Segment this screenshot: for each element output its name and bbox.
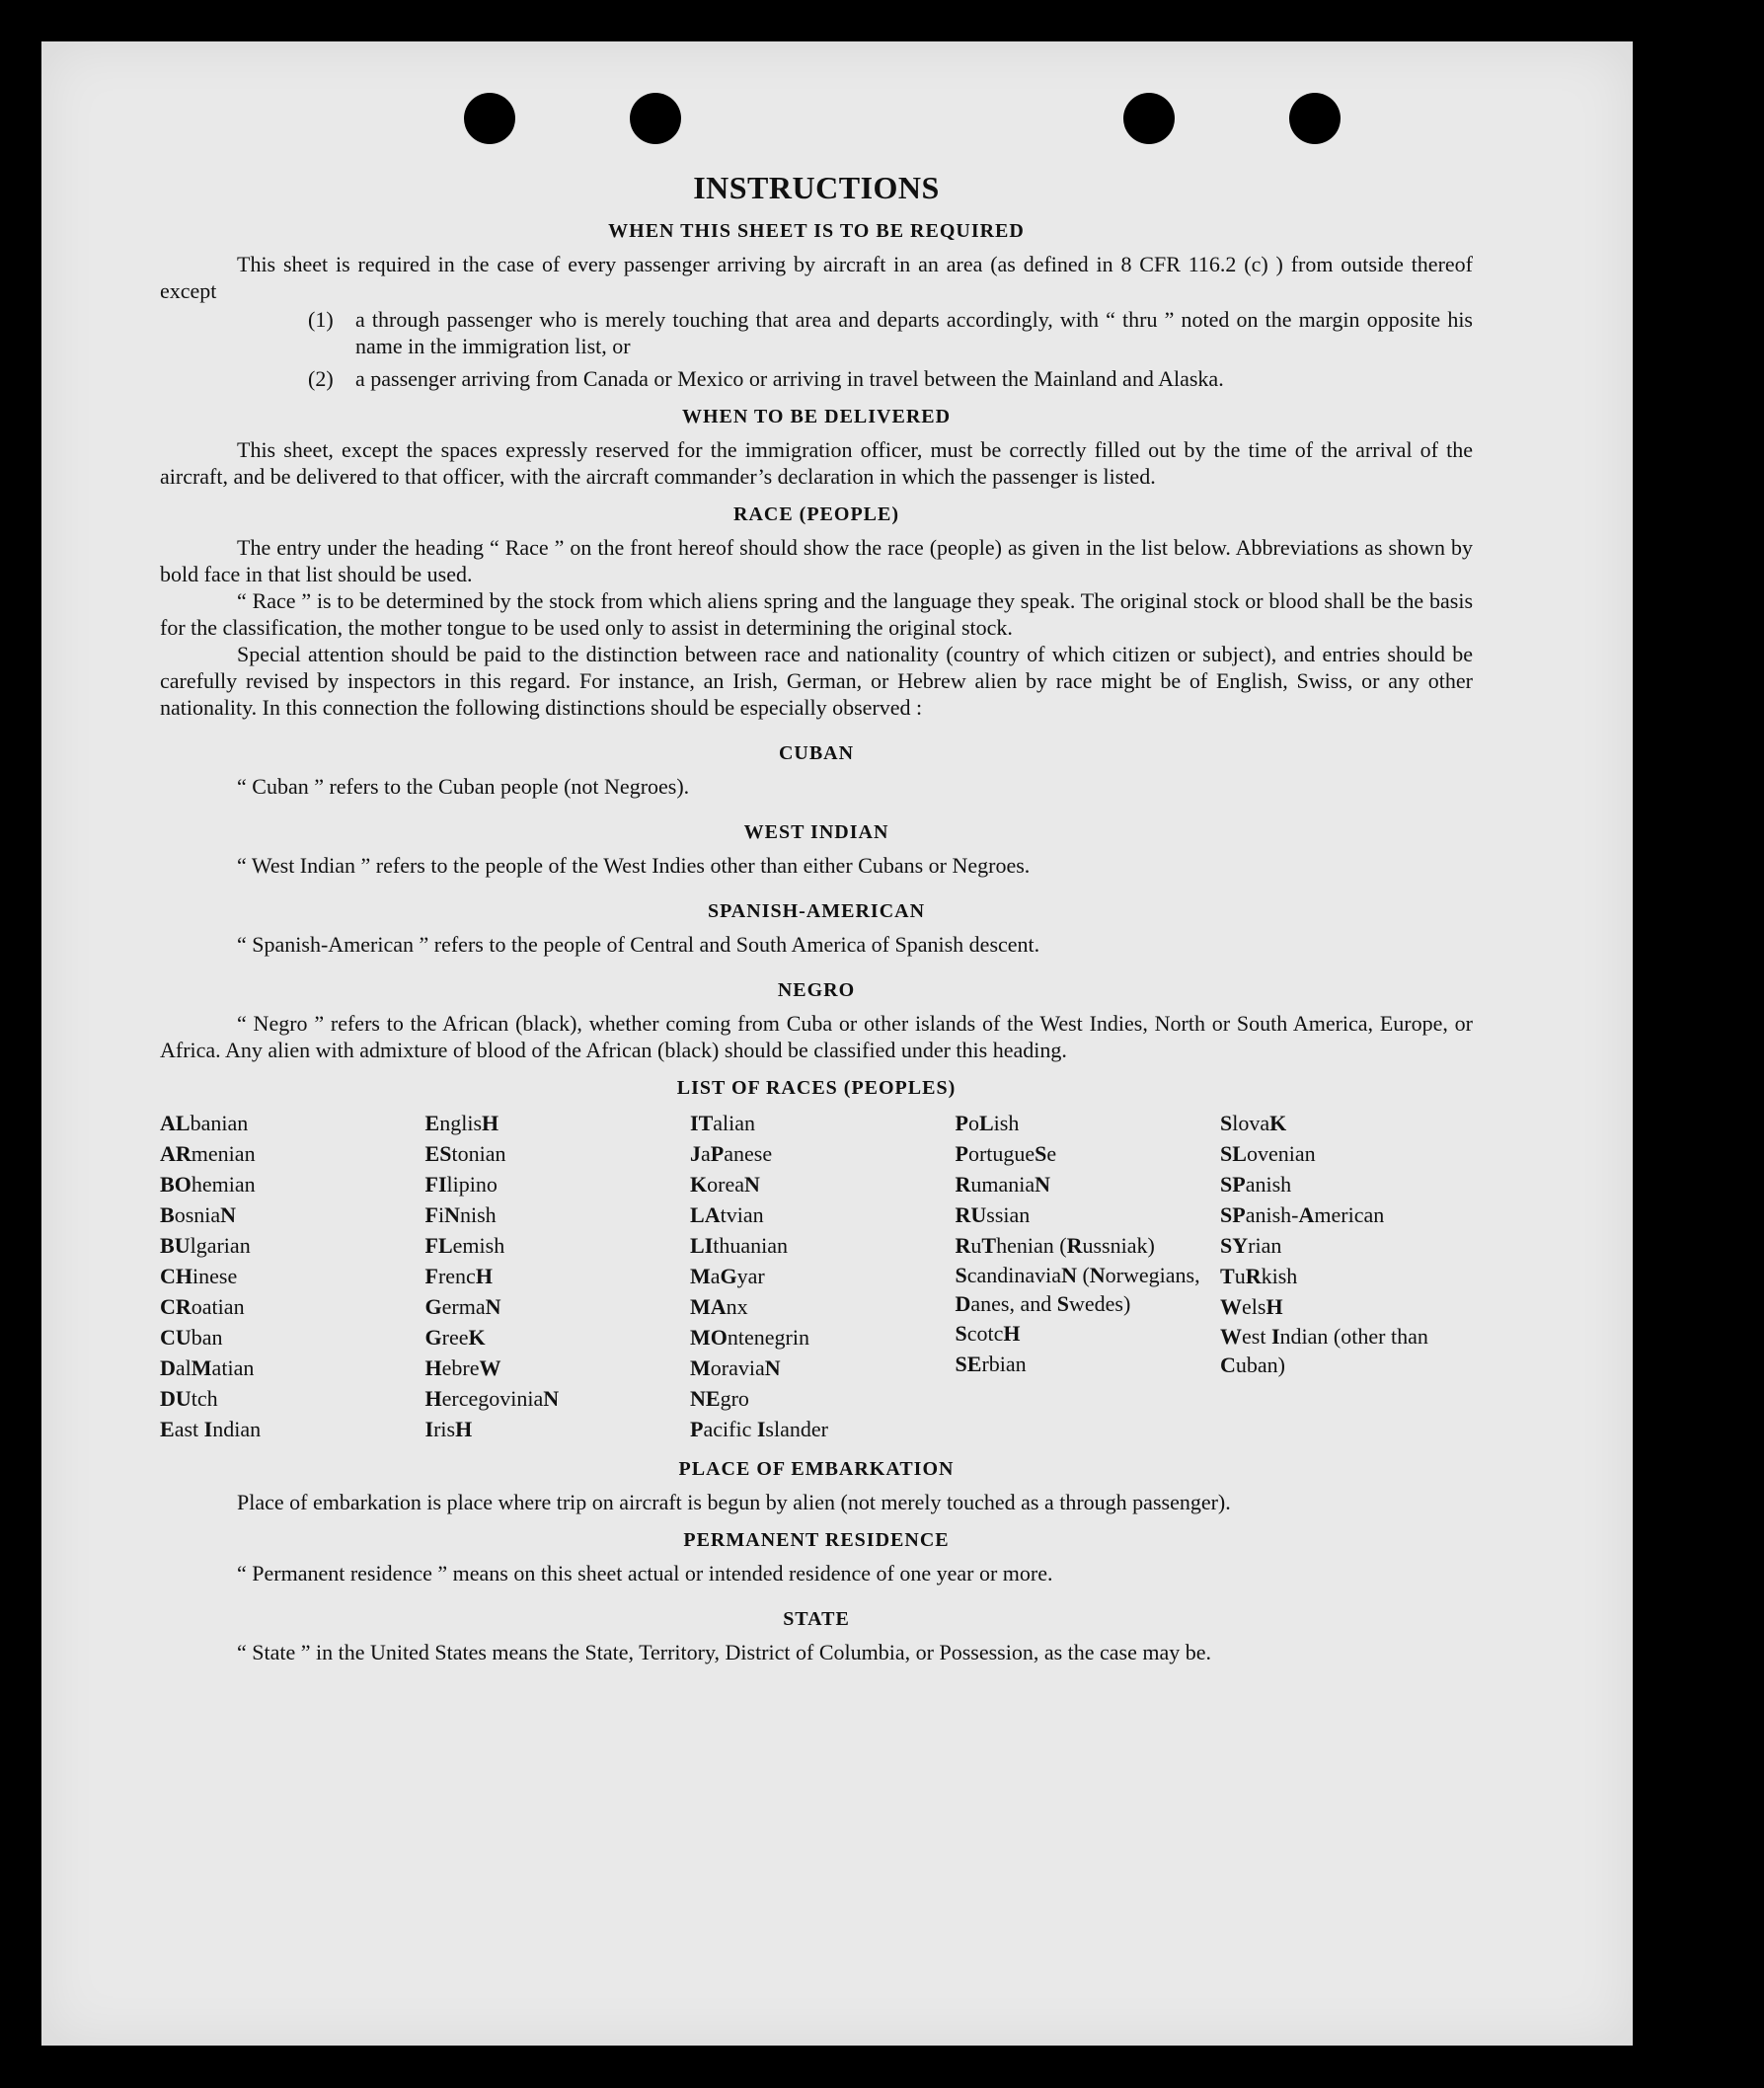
section-heading: WHEN TO BE DELIVERED [681,406,952,427]
paragraph: The entry under the heading “ Race ” on the front hereof should show the race (people) as given in the list below. Abbreviations as shown by bold face in that list should be used. [160,535,1473,586]
race-item: JaPanese [690,1141,773,1166]
instructions-content [160,170,1473,1665]
race-item: BUlgarian [160,1233,251,1258]
list-item: (1) a through passenger who is merely touching that area and departs accordingly, with “ thru ” noted on the margin opposite his name in the immigration list, or [308,307,1473,358]
punch-hole [630,93,681,144]
section-heading: WEST INDIAN [743,821,889,843]
race-item: FIlipino [424,1172,498,1197]
race-item: SPanish [1220,1172,1292,1197]
race-item: HercegoviniaN [424,1386,560,1411]
race-item: DUtch [160,1386,218,1411]
race-item: BOhemian [160,1172,256,1197]
race-item: Pacific Islander [690,1417,828,1441]
race-list [160,1108,1473,1444]
race-item: NEgro [690,1386,749,1411]
paragraph: Special attention should be paid to the distinction between race and nationality (country of which citizen or subject), and entries should be carefully revised by inspectors in this regard. For instance, an Irish, German, or Hebrew alien by race might be of English, Swiss, or any other nationality. In this connection the following distinctions should be especially observed : [160,642,1473,720]
race-item: LIthuanian [690,1233,789,1258]
race-item: EStonian [424,1141,506,1166]
race-item: MoraviaN [690,1355,781,1380]
paragraph: “ Race ” is to be determined by the stock from which aliens spring and the language they speak. The original stock or blood shall be the basis for the classification, the mother tongue to be used only to assist in determining the original stock. [160,588,1473,640]
race-item: LAtvian [690,1202,764,1227]
race-item: WelsH [1220,1294,1283,1319]
race-item: MAnx [690,1294,748,1319]
paragraph: “ Spanish-American ” refers to the people of Central and South America of Spanish descent. [237,932,1040,957]
race-item: CHinese [160,1264,238,1288]
section-heading: PERMANENT RESIDENCE [683,1529,950,1551]
race-item: EnglisH [424,1111,499,1135]
paragraph: “ Negro ” refers to the African (black), whether coming from Cuba or other islands of the West Indies, North or South America, Europe, or Africa. Any alien with admixture of blood of the African (black) should be classified under this heading. [160,1011,1473,1062]
paragraph: This sheet, except the spaces expressly reserved for the immigration officer, must be correctly filled out by the time of the arrival of the aircraft, and be delivered to that officer, with the aircraft commander’s declaration in which the passenger is listed. [160,437,1473,489]
section-heading: NEGRO [777,979,856,1001]
race-item: FiNnish [424,1202,497,1227]
paragraph: “ State ” in the United States means the State, Territory, District of Columbia, or Possession, as the case may be. [237,1640,1212,1664]
race-item: RuThenian (Russniak) [955,1233,1155,1258]
race-item: FrencH [424,1264,493,1288]
section-heading: RACE (PEOPLE) [733,503,899,525]
race-item: PoLish [955,1111,1020,1135]
race-item: SLovenian [1220,1141,1316,1166]
race-item: DalMatian [160,1355,255,1380]
race-item: East Indian [160,1417,262,1441]
race-item: MOntenegrin [690,1325,809,1350]
race-item: ScotcH [955,1321,1021,1346]
race-item: HebreW [424,1355,501,1380]
race-item: CRoatian [160,1294,245,1319]
section-heading: LIST OF RACES (PEOPLES) [676,1077,957,1099]
punch-hole [1289,93,1341,144]
punch-hole [1123,93,1175,144]
page-title: INSTRUCTIONS [693,170,940,205]
race-item: TuRkish [1220,1264,1298,1288]
race-item: ALbanian [160,1111,249,1135]
race-item: SlovaK [1220,1111,1287,1135]
race-item: RUssian [955,1202,1031,1227]
section-heading: SPANISH-AMERICAN [707,900,926,922]
race-column [956,1108,1208,1444]
paragraph: Place of embarkation is place where trip on aircraft is begun by alien (not merely touched as a through passenger). [237,1490,1231,1514]
race-column [160,1108,413,1444]
race-item: ScandinaviaN (Norwegians, Danes, and Swedes) [955,1263,1200,1316]
race-column [690,1108,943,1444]
race-item: IrisH [424,1417,473,1441]
race-item: GreeK [424,1325,486,1350]
list-item: (2) a passenger arriving from Canada or Mexico or arriving in travel between the Mainland and Alaska. [308,366,1224,391]
paragraph: This sheet is required in the case of every passenger arriving by aircraft in an area (as defined in 8 CFR 116.2 (c) ) from outside thereof except [160,252,1473,303]
section-heading: STATE [783,1608,850,1630]
race-item: MaGyar [690,1264,765,1288]
race-item: PortugueSe [955,1141,1057,1166]
race-item: RumaniaN [955,1172,1051,1197]
paragraph: “ West Indian ” refers to the people of the West Indies other than either Cubans or Negroes. [237,853,1031,878]
race-column [425,1108,678,1444]
section-heading: PLACE OF EMBARKATION [678,1458,955,1480]
race-item: SPanish-American [1220,1202,1385,1227]
punch-hole [464,93,515,144]
race-item: KoreaN [690,1172,760,1197]
race-item: BosniaN [160,1202,237,1227]
race-item: FLemish [424,1233,505,1258]
race-item: ITalian [690,1111,756,1135]
race-item: West Indian (other than Cuban) [1220,1324,1428,1377]
race-item: ARmenian [160,1141,256,1166]
section-heading: CUBAN [778,742,855,764]
section-heading: WHEN THIS SHEET IS TO BE REQUIRED [608,220,1025,242]
race-item: CUban [160,1325,223,1350]
race-column [1220,1108,1473,1444]
race-item: SErbian [955,1352,1027,1376]
race-item: GermaN [424,1294,501,1319]
race-item: SYrian [1220,1233,1282,1258]
paragraph: “ Permanent residence ” means on this sheet actual or intended residence of one year or more. [237,1561,1053,1585]
paragraph: “ Cuban ” refers to the Cuban people (not Negroes). [237,774,690,799]
